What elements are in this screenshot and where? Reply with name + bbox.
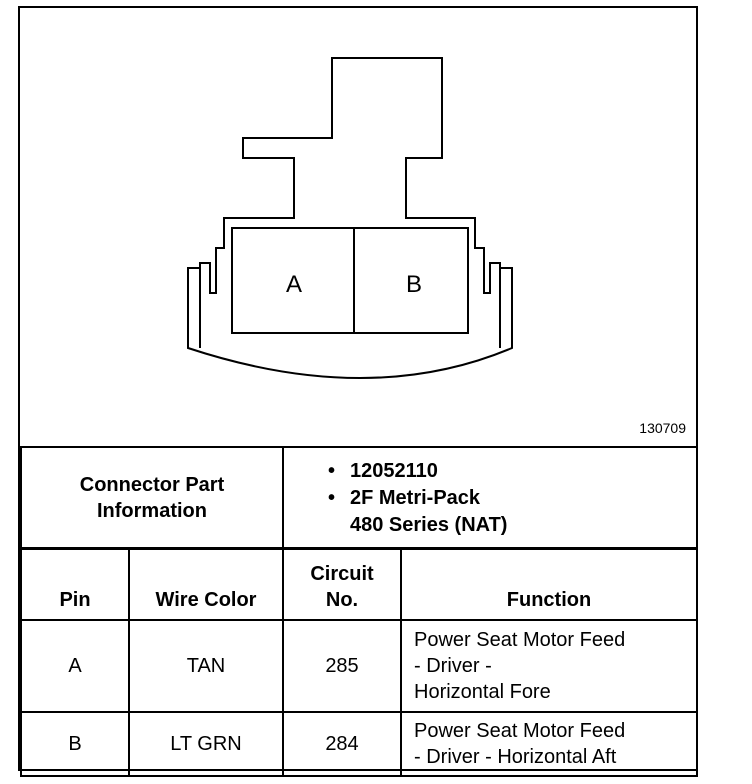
header-function: Function (401, 548, 697, 620)
pin-table-header (21, 548, 697, 620)
pin-table (20, 547, 698, 777)
connector-type-line2: 480 Series (NAT) (350, 513, 508, 536)
part-info-label (21, 447, 283, 549)
bullet-icon: • (328, 459, 336, 482)
function-line: Horizontal Fore (414, 681, 551, 703)
pin-cell: A (21, 620, 129, 712)
part-info-table (20, 446, 698, 550)
pin-cell: B (21, 712, 129, 776)
cavity-housing (232, 228, 468, 333)
function-cell (401, 620, 697, 712)
connector-type-line1: 2F Metri-Pack (350, 486, 481, 509)
function-line: Power Seat Motor Feed (414, 720, 626, 742)
table-row (21, 620, 697, 712)
bullet-icon: • (328, 486, 336, 509)
part-number: 12052110 (350, 459, 438, 482)
header-circuit-line1: Circuit (310, 563, 374, 585)
circuit-cell: 284 (283, 712, 401, 776)
function-cell (401, 712, 697, 776)
header-pin: Pin (21, 548, 129, 620)
part-info-label-line1: Connector Part (79, 474, 225, 496)
table-row (21, 712, 697, 776)
part-info-values (283, 447, 697, 549)
connector-drawing (20, 8, 696, 446)
connector-body-outline (188, 58, 512, 378)
cavity-a-label: A (285, 271, 303, 298)
wire-color-cell: LT GRN (129, 712, 283, 776)
header-circuit (283, 548, 401, 620)
connector-diagram (20, 8, 696, 446)
function-line: - Driver - (414, 655, 492, 677)
function-line: Power Seat Motor Feed (414, 629, 626, 651)
connector-info-frame (18, 6, 698, 771)
function-line: - Driver - Horizontal Aft (414, 746, 617, 768)
header-wire-color: Wire Color (129, 548, 283, 620)
header-circuit-line2: No. (325, 589, 359, 611)
cavity-b-label: B (405, 271, 423, 298)
part-info-label-line2: Information (97, 500, 207, 522)
circuit-cell: 285 (283, 620, 401, 712)
wire-color-cell: TAN (129, 620, 283, 712)
figure-id: 130709 (639, 420, 686, 436)
